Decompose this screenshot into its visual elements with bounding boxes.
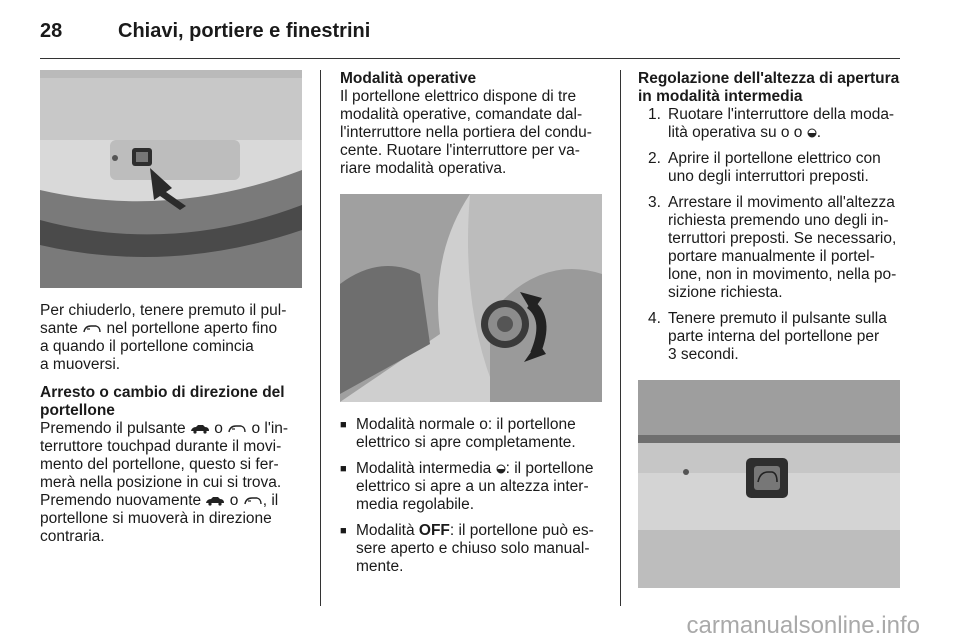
section-heading: Regolazione dell'altezza di apertura in modalità intermedia <box>638 70 900 105</box>
tailgate-open-icon <box>227 424 247 434</box>
tailgate-open-icon <box>82 324 102 334</box>
section-heading: Modalità operative <box>340 70 477 87</box>
column-left: Per chiuderlo, tenere premuto il pul- sante nel portellone aperto fino a quando il portellone comincia a muoversi. Arresto o cambio di direzione del portellone Premendo il pulsante o o l'in- terruttore touchpad durante il movi- mento del portellone, questo si fer- merà nella posizione in cui si trova. Premendo nuovamente o , il portellone si muoverà in direzione contraria. <box>40 70 304 546</box>
page-number: 28 <box>40 20 63 42</box>
interior-tailgate-button-photo <box>638 380 900 588</box>
list-item: 1. Ruotare l'interruttore della moda- lità operativa su o o . <box>648 106 895 141</box>
car-remote-icon <box>205 496 225 506</box>
tailgate-open-icon <box>243 496 263 506</box>
col1-line: nel portellone aperto fino <box>106 320 278 337</box>
list-item: 2. Aprire il portellone elettrico con uno degli interruttori preposti. <box>648 150 881 185</box>
intermediate-mode-icon <box>496 464 506 474</box>
header-rule <box>40 58 900 59</box>
chapter-title: Chiavi, portiere e finestrini <box>118 20 371 42</box>
col1-line: sante <box>40 320 78 337</box>
tailgate-button-photo <box>40 70 302 288</box>
col1-line: a muoversi. <box>40 356 121 373</box>
list-item: 4. Tenere premuto il pulsante sulla parte interna del portellone per 3 secondi. <box>648 310 887 363</box>
car-remote-icon <box>190 424 210 434</box>
mode-list <box>340 416 604 576</box>
list-item: ■ Modalità normale o: il portellone elettrico si apre completamente. <box>340 416 604 452</box>
col1-line: a quando il portellone comincia <box>40 338 254 355</box>
column-middle: Modalità operative Il portellone elettrico dispone di tre modalità operative, comandate dal- l'interruttore nella portiera del condu- cente. Ruotare l'interruttore per va- riare modalità operativa. ■ Modalità normale o: il portellone elettrico si apre completamente. ■ Modalità intermedia : il portellone elettrico si apre a un altezza inter- media regolabile. ■ Modalità OFF: il portellone può es- sere aperto e chiuso solo manual- mente. <box>340 70 604 584</box>
col1-line: Per chiuderlo, tenere premuto il pul- <box>40 302 287 319</box>
watermark: carmanualsonline.info <box>686 612 920 639</box>
section-heading: Arresto o cambio di direzione del portellone <box>40 384 285 419</box>
steps-list <box>638 106 902 364</box>
column-divider <box>620 70 621 606</box>
list-item: ■ Modalità intermedia : il portellone elettrico si apre a un altezza inter- media regolabile. <box>340 460 604 514</box>
list-item: ■ Modalità OFF: il portellone può es- sere aperto e chiuso solo manual- mente. <box>340 522 604 576</box>
column-right <box>638 70 902 588</box>
door-mode-switch-photo <box>340 194 602 402</box>
column-divider <box>320 70 321 606</box>
intermediate-mode-icon <box>807 128 817 138</box>
page-header <box>40 12 920 52</box>
list-item: 3. Arrestare il movimento all'altezza richiesta premendo uno degli in- terruttori preposti. Se necessario, portare manualmente il portel- lone, non in movimento, nella po- sizione richiesta. <box>648 194 897 301</box>
